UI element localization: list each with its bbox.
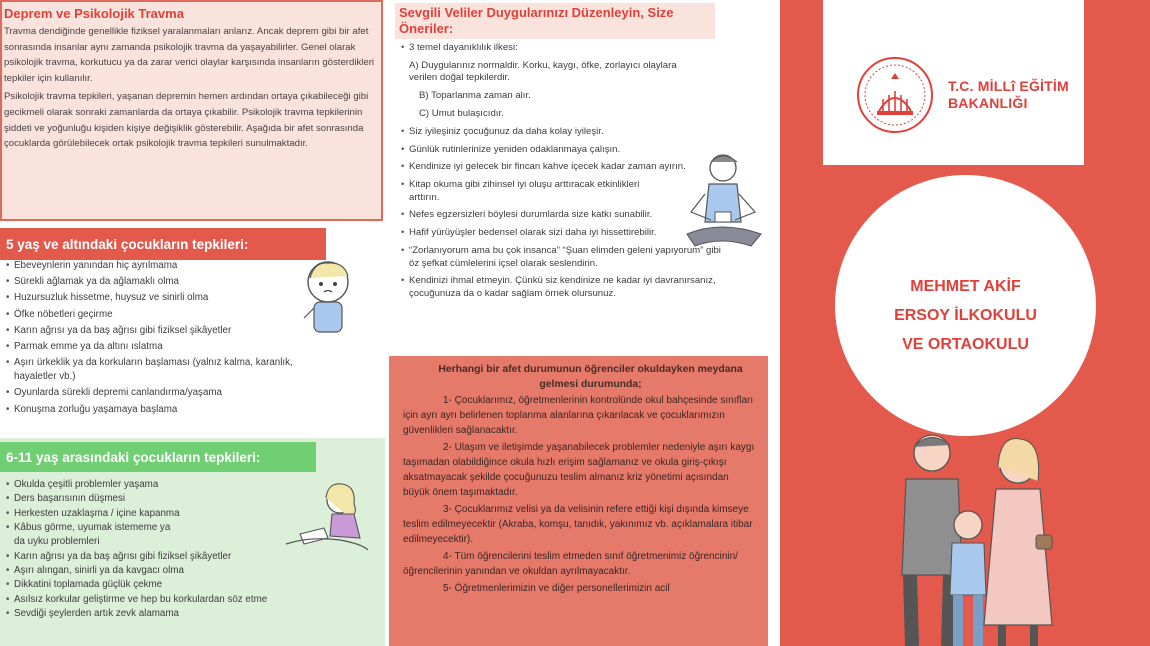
procedure-item: 3- Çocuklarımız velisi ya da velisinin refere ettiği kişi dışında kimseye teslim edilmeyecektir (Akraba, komşu, tanıdık, yakınımız vb. açıklamalara itibar edilmeyecektir). — [403, 504, 753, 545]
list-item: • Oyunlarda sürekli depremi canlandırma/yaşama — [6, 386, 306, 400]
list-item: • Günlük rutinlerinize yeniden odaklanmaya çalışın. — [401, 144, 766, 157]
tips-panel — [389, 0, 768, 356]
list-item: • Herkesten uzaklaşma / içine kapanma — [6, 507, 346, 521]
list-item: C) Umut bulaşıcıdır. — [419, 107, 504, 119]
list-item: A) Duygularınız normaldir. Korku, kaygı, öfke, zorlayıcı olaylara verilen doğal tepkilerdir. — [409, 59, 677, 84]
list-item: • Sürekli ağlamak ya da ağlamaklı olma — [6, 275, 306, 289]
tips-heading: Sevgili Veliler Duygularınızı Düzenleyin, Size Öneriler: — [395, 3, 715, 39]
toddler-illustration — [300, 258, 360, 336]
list-item: • Kâbus görme, uyumak istememe ya da uyku problemleri — [6, 521, 176, 549]
list-item: • Okulda çeşitli problemler yaşama — [6, 478, 346, 492]
list-item: • Asılsız korkular geliştirme ve hep bu korkulardan söz etme — [6, 593, 346, 607]
trauma-info-box — [0, 0, 383, 221]
school-name-circle — [835, 175, 1096, 436]
list-item: • Siz iyileşiniz çocuğunuz da daha kolay iyileşir. — [401, 126, 766, 139]
cover-panel — [780, 0, 1150, 646]
under5-heading: 5 yaş ve altındaki çocukların tepkileri: — [0, 228, 326, 260]
list-item: • Kendinize iyi gelecek bir fincan kahve içecek kadar zaman ayırın. — [401, 161, 691, 174]
procedure-item: 4- Tüm öğrencilerini teslim etmeden sınıf öğretmenimiz öğrencinin/öğrencilerinin yanından ve okuldan ayrılmayacaktır. — [403, 551, 738, 577]
procedure-item: 2- Ulaşım ve iletişimde yaşanabilecek problemler nedeniyle aşırı kaygı taşımadan olabildiğince okula hızlı erişim sağlamanız ve okula giriş-çıkışı aksatmayacak şekilde çocuğunuzu teslim almanız kriz yönetimi açısından büyük önem taşımaktadır. — [403, 442, 755, 498]
procedure-item: 5- Öğretmenlerimizin ve diğer personellerimizin acil — [443, 583, 670, 594]
man-sitting-illustration — [681, 150, 765, 260]
left-panel — [0, 0, 385, 646]
age611-heading: 6-11 yaş arasındaki çocukların tepkileri: — [0, 442, 316, 472]
ministry-name: T.C. MİLLî EĞİTİM BAKANLIĞI — [948, 78, 1069, 111]
list-item: • Sevdiği şeylerden artık zevk alamama — [6, 607, 346, 621]
list-item: • Hafif yürüyüşler bedensel olarak sizi daha iyi hissettirebilir. — [401, 227, 766, 240]
list-item: • Aşırı alıngan, sinirli ya da kavgacı olma — [6, 564, 346, 578]
ministry-logo-card — [823, 0, 1084, 165]
list-item: • Nefes egzersizleri böylesi durumlarda size katkı sunabilir. — [401, 209, 681, 222]
list-item: • Dikkatini toplamada güçlük çekme — [6, 578, 346, 592]
girl-reading-illustration — [280, 478, 375, 558]
list-item: • Karın ağrısı ya da baş ağrısı gibi fiziksel şikâyetler — [6, 550, 346, 564]
list-item: • 3 temel dayanıklılık ilkesi: — [401, 42, 766, 55]
trauma-paragraph-2: Psikolojik travma tepkileri, yaşanan depremin hemen ardından ortaya çıkabileceği gibi gecikmeli olarak sonraki zamanlarda da ortaya çıkabilir. Psikolojik travma tepkilerinin şiddeti ve yoğunluğu kişiden kişiye değişiklik gösterebilir. Aşağıda bir afet sonrasında çocuklarda görülebilecek ortak psikolojik travma tepkileri sunulmaktadır. — [4, 91, 369, 150]
trauma-title: Deprem ve Psikolojik Travma — [4, 6, 184, 21]
list-item: • Konuşma zorluğu yaşamaya başlama — [6, 403, 306, 417]
disaster-procedure-heading: Herhangi bir afet durumunun öğrenciler okuldayken meydana gelmesi durumunda; — [438, 364, 743, 390]
procedure-item: 1- Çocuklarımız, öğretmenlerinin kontrolünde okul bahçesinde sınıfları için ayrı ayrı belirlenen toplanma alanlarına çıkarılacak ve çocuklarımızın güvenlikleri sağlanacaktır. — [403, 395, 754, 436]
list-item: B) Toparlanma zaman alır. — [419, 90, 531, 102]
list-item: • Ders başarısının düşmesi — [6, 492, 346, 506]
trauma-paragraph-1: Travma dendiğinde genellikle fiziksel yaralanmaları anlarız. Ancak deprem gibi bir afet sonrasında insanlar aynı zamanda psikolojik travma da yaşayabilirler. Genel olarak psikolojik travma, korkutucu ya da zarar verici olaylar karşısında insanların gösterdikleri tepkiler için kullanılır. — [4, 26, 375, 84]
list-item: • Kendinizi ihmal etmeyin. Çünkü siz kendinize ne kadar iyi davranırsanız, çocuğunuza da o kadar sağlam örnek olursunuz. — [401, 275, 751, 300]
disaster-procedure-panel — [389, 356, 768, 646]
list-item: • Parmak emme ya da altını ıslatma — [6, 340, 306, 354]
under5-list — [6, 259, 306, 419]
list-item: • Karın ağrısı ya da baş ağrısı gibi fiziksel şikâyetler — [6, 324, 306, 338]
list-item: • “Zorlanıyorum ama bu çok insanca” “Şuan elimden geleni yapıyorum” gibi öz şefkat cümlelerini içsel olarak seslendirin. — [401, 245, 731, 270]
list-item: • Huzursuzluk hissetme, huysuz ve sinirli olma — [6, 291, 306, 305]
list-item: • Öfke nöbetleri geçirme — [6, 308, 306, 322]
list-item: • Ebeveynlerin yanından hiç ayrılmama — [6, 259, 306, 273]
list-item: • Aşırı ürkeklik ya da korkuların başlaması (yalnız kalma, karanlık, hayaletler vb.) — [6, 356, 306, 384]
list-item: • Kitap okuma gibi zihinsel iyi oluşu arttıracak etkinlikleri arttırın. — [401, 179, 671, 204]
school-name: MEHMET AKİF ERSOY İLKOKULU VE ORTAOKULU — [894, 278, 1037, 353]
family-illustration — [890, 425, 1060, 646]
ministry-emblem-icon — [855, 55, 935, 135]
